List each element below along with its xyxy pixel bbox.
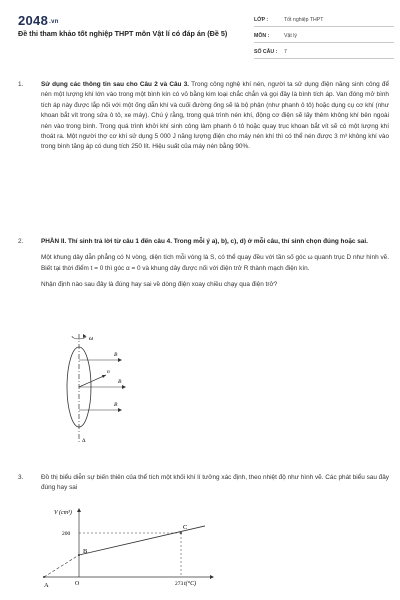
question-prompt: Nhận định nào sau đây là đúng hay sai về dòng điện xoay chiều chạy qua điện trở? <box>41 281 278 289</box>
x-tick-label: 273 <box>175 581 184 587</box>
question-text: Trong công nghệ khí nén, người ta sử dụng điện năng sinh công để nén một lượng khí lớn vào trong một bình kín có vỏ bằng kim loại chắc chắn và gọi đây là bình tích áp. Van đóng mở bình tích áp này được lắp nối với một ống dẫn khí và cuối đường ống sẽ là bộ phận (như phanh ô tô) hoặc dụng cụ cơ khí (như khoan bắt vít trong sửa ô tô, xe máy). Chú ý rằng, trong quá trình nén khí, động cơ điện sẽ lấy thêm không khí bên ngoài nén vào trong bình. Trong quá trình khởi khí sinh công làm phanh ô tô hoặc quay trục khoan bắt vít sẽ có một lượng khí thoát ra. Một người thợ cơ khí sử dụng 5 000 J năng lượng điện cho máy nén khí thì có thể nén được 3 m³ không khí vào trong bình tăng áp có dung tích 250 lít. Hiệu suất của máy nén bằng 90%. <box>41 81 389 151</box>
question-text: Một khung dây dẫn phẳng có N vòng, diện tích mỗi vòng là S, có thể quay đều với tần số góc ω quanh trục D như hình vẽ. Biết tại thời điểm t = 0 thì góc α = 0 và khung dây được nối với điện trở R thành mạch điện kín. <box>41 254 389 272</box>
point-label-b: B <box>83 548 88 555</box>
question-number: 3. <box>18 474 24 481</box>
coil-figure <box>58 332 148 447</box>
origin-label: O <box>75 581 80 587</box>
meta-value: 7 <box>284 49 287 55</box>
logo-text: 2048 <box>18 13 49 28</box>
x-axis-arrow <box>210 575 214 579</box>
y-axis-arrow <box>77 508 81 512</box>
question-3 <box>18 473 390 503</box>
x-axis-label: t(°C) <box>184 581 197 587</box>
point-label-a: A <box>44 582 49 589</box>
field-label-1: B⃗ <box>114 352 122 358</box>
meta-value: Tốt nghiệp THPT <box>284 17 324 23</box>
meta-value: Vật lý <box>284 33 297 39</box>
question-body <box>41 237 389 297</box>
section-heading: PHẦN II. Thí sinh trả lời từ câu 1 đến câu 4. Trong mỗi ý a), b), c), d) ở mỗi câu, thí sinh chọn đúng hoặc sai. <box>41 238 368 245</box>
data-point-a <box>43 576 45 578</box>
data-point-b <box>78 554 80 556</box>
point-label-c: C <box>183 524 188 531</box>
field-label-3: B⃗ <box>114 402 122 408</box>
meta-box <box>254 14 394 62</box>
extrapolation-line <box>44 555 79 577</box>
meta-key: MÔN : <box>254 33 270 39</box>
question-number: 2. <box>18 238 24 245</box>
meta-row-grade <box>254 14 394 27</box>
question-number: 1. <box>18 81 24 88</box>
y-tick-label: 200 <box>62 531 71 537</box>
site-logo[interactable] <box>18 13 59 28</box>
question-lead: Sử dụng các thông tin sau cho Câu 2 và Câu 3. <box>41 81 190 88</box>
data-point-c <box>180 532 182 534</box>
axis-label: Δ <box>82 438 86 444</box>
normal-vector <box>79 375 106 387</box>
document-title: Đề thi tham khảo tốt nghiệp THPT môn Vật lí có đáp án (Đề 5) <box>18 29 228 38</box>
meta-row-count <box>254 46 394 59</box>
question-body <box>41 80 389 153</box>
question-1 <box>18 80 390 230</box>
y-axis-label: V (cm³) <box>54 510 72 516</box>
normal-label: n⃗ <box>107 369 115 375</box>
logo-suffix: .vn <box>49 18 59 25</box>
meta-key: SỐ CÂU : <box>254 49 278 55</box>
chart-marks <box>43 524 205 589</box>
omega-label: ω <box>89 336 94 342</box>
question-text: Đồ thị biểu diễn sự biến thiên của thể tích một khối khí lí tưởng xác định, theo nhiệt độ như hình vẽ. Các phát biểu sau đây đúng hay sai <box>41 474 389 492</box>
meta-row-subject <box>254 30 394 43</box>
meta-key: LỚP : <box>254 17 269 23</box>
volume-temperature-graph <box>34 505 224 590</box>
page-header <box>0 0 400 64</box>
field-label-2: B⃗ <box>118 379 126 385</box>
